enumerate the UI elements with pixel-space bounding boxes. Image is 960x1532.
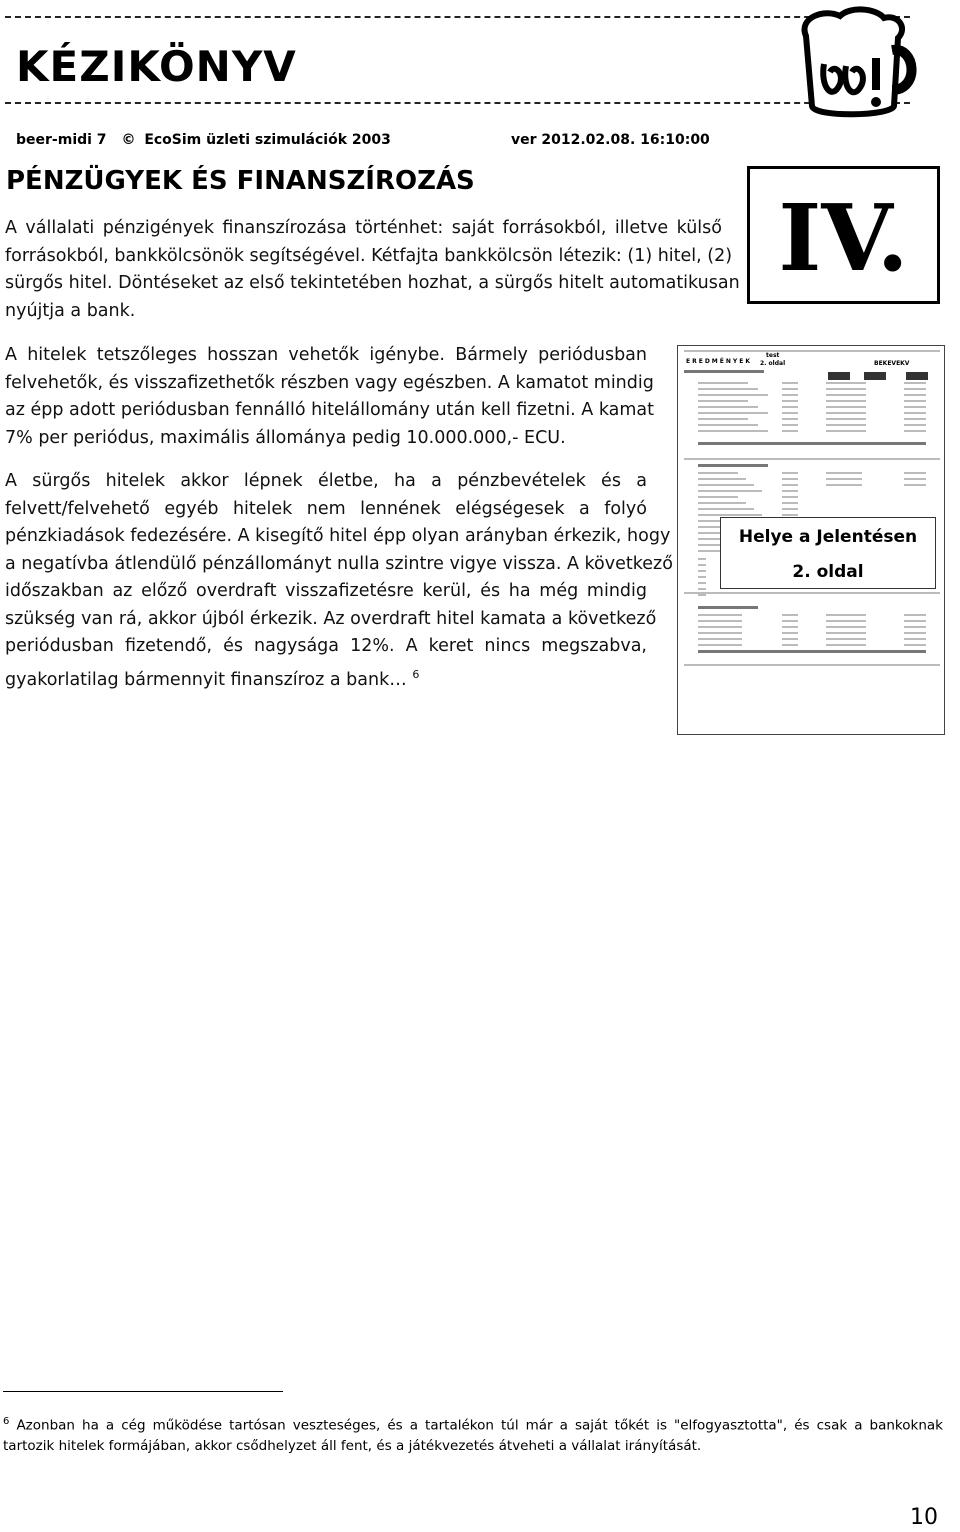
report-row-bar [698,644,742,646]
report-row-bar [826,484,862,486]
report-row-bar [684,458,940,460]
report-row-bar [904,626,926,628]
report-row-bar [904,400,926,402]
report-row-bar [684,664,940,666]
report-row-bar [782,430,798,432]
report-row-bar [698,484,754,486]
report-row-bar [826,430,866,432]
report-row-bar [782,644,798,646]
paragraph-line: periódusban fizetendő, és nagysága 12%. A keret nincs megszabva, [5,636,647,656]
paragraph-line: időszakban az előző overdraft visszafizetésre kerül, és ha még mindig [5,581,647,601]
report-row-bar [698,632,742,634]
report-row-bar [698,620,742,622]
paragraph-1 [5,215,740,325]
paragraph-line [5,661,647,689]
report-header-left: EREDMÉNYEK [686,358,752,365]
report-row-bar [904,406,926,408]
report-row-bar [826,638,866,640]
report-row-bar [698,388,758,390]
report-row-bar [698,594,706,596]
report-row-bar [698,606,758,609]
report-row-bar [684,370,764,373]
header-dashed-rule [5,102,910,104]
report-row-bar [906,372,928,380]
copyright-icon: © [121,132,136,148]
report-row-bar [904,418,926,420]
report-row-bar [782,400,798,402]
report-row-bar [904,412,926,414]
report-row-bar [904,638,926,640]
report-row-bar [782,502,798,504]
paragraph-line: A hitelek tetszőleges hosszan vehetők igénybe. Bármely periódusban [5,345,647,365]
report-row-bar [782,388,798,390]
report-row-bar [698,558,706,560]
report-row-bar [904,424,926,426]
report-row-bar [904,614,926,616]
report-row-bar [698,394,768,396]
report-row-bar [782,484,798,486]
product-name: beer-midi 7 [16,132,107,148]
beer-mug-icon [784,6,920,124]
section-title: PÉNZÜGYEK ÉS FINANSZÍROZÁS [6,166,475,196]
report-row-bar [904,472,926,474]
report-location-callout [720,517,936,589]
footnote-reference: 6 [412,667,420,681]
report-row-bar [904,382,926,384]
top-dashed-rule [5,16,910,18]
paragraph-line: sürgős hitel. Döntéseket az első tekintetében hozhat, a sürgős hitelt automatikusan [5,273,740,293]
paragraph-line: A vállalati pénzigények finanszírozása történhet: saját forrásokból, illetve külső [5,218,722,238]
paragraph-line: felvett/felvehető egyéb hitelek nem lennének elégségesek a folyó [5,498,647,519]
report-row-bar [782,514,798,516]
report-row-bar [698,570,706,572]
report-row-bar [782,490,798,492]
report-header-mid2: 2. oldal [760,360,786,367]
report-row-bar [782,394,798,396]
report-row-bar [826,418,866,420]
report-row-bar [904,478,926,480]
report-row-bar [698,496,738,498]
callout-line-1: Helye a Jelentésen [738,527,918,547]
report-row-bar [826,382,866,384]
report-row-bar [826,394,866,396]
report-row-bar [904,632,926,634]
report-row-bar [698,576,706,578]
report-row-bar [826,644,866,646]
report-row-bar [904,644,926,646]
paragraph-line: A sürgős hitelek akkor lépnek életbe, ha a pénzbevételek és a [5,471,647,491]
report-row-bar [826,424,866,426]
paragraph-2 [5,342,655,452]
report-row-bar [698,638,742,640]
report-row-bar [782,418,798,420]
report-row-bar [826,632,866,634]
report-row-bar [826,388,866,390]
paragraph-line: a negatívba átlendülő pénzállományt nulla szintre vigye vissza. A következő [5,553,673,574]
report-row-bar [782,472,798,474]
report-row-bar [698,650,926,653]
paragraph-line: pénzkiadások fedezésére. A kisegítő hitel épp olyan arányban érkezik, hogy [5,526,671,546]
report-row-bar [698,626,742,628]
report-row-bar [782,478,798,480]
report-row-bar [698,472,738,474]
manual-title: KÉZIKÖNYV [16,42,297,91]
publisher-name: EcoSim üzleti szimulációk 2003 [144,132,391,148]
report-row-bar [826,626,866,628]
paragraph-line: az épp adott periódusban fennálló hitelállomány után kell fizetni. A kamat [5,400,655,420]
report-row-bar [904,394,926,396]
report-row-bar [826,400,866,402]
footnote-line-2: tartozik hitelek formájában, akkor csődhelyzet áll fent, és a játékvezetés átveheti a vállalat irányítását. [3,1437,702,1454]
report-row-bar [698,400,748,402]
report-row-bar [826,478,862,480]
report-row-bar [782,424,798,426]
report-row-bar [782,614,798,616]
report-row-bar [698,614,742,616]
report-row-bar [698,514,762,516]
version-label: ver 2012.02.08. 16:10:00 [511,132,710,148]
paragraph-line-text: gyakorlatilag bármennyit finanszíroz a bank… [5,669,407,690]
report-row-bar [698,406,758,408]
report-row-bar [698,478,746,480]
report-header-mid: test [766,352,780,359]
report-row-bar [782,412,798,414]
report-row-bar [684,592,940,594]
report-row-bar [698,582,706,584]
footnote-line-1 [3,1412,943,1436]
report-header-right: BEKEVEKV [874,360,910,367]
paragraph-line: forrásokból, bankkölcsönök segítségével. Kétfajta bankkölcsön létezik: (1) hitel, (2) [5,245,733,266]
report-row-bar [826,412,866,414]
report-row-bar [826,472,862,474]
chapter-badge: IV. [747,166,940,304]
report-row-bar [698,418,748,420]
report-row-bar [684,350,940,352]
paragraph-line: 7% per periódus, maximális állománya pedig 10.000.000,- ECU. [5,427,566,448]
report-row-bar [782,638,798,640]
footnote-text-1: Azonban ha a cég működése tartósan veszteséges, és a tartalékon túl már a saját tőkét is "elfogyasztotta", és csak a bankoknak [16,1417,943,1434]
report-row-bar [782,508,798,510]
report-row-bar [826,614,866,616]
report-row-bar [698,430,768,432]
report-row-bar [782,496,798,498]
report-row-bar [782,382,798,384]
paragraph-line: nyújtja a bank. [5,300,136,321]
page-number: 10 [910,1505,938,1530]
report-row-bar [698,442,926,445]
report-row-bar [904,620,926,622]
report-row-bar [698,564,706,566]
report-row-bar [782,632,798,634]
report-row-bar [782,406,798,408]
report-row-bar [782,626,798,628]
report-row-bar [826,620,866,622]
report-row-bar [828,372,850,380]
report-row-bar [698,508,754,510]
report-row-bar [698,502,746,504]
footnote-marker: 6 [3,1416,10,1427]
paragraph-3 [5,468,673,690]
paragraph-line: felvehetők, és visszafizethetők részben vagy egészben. A kamatot mindig [5,372,654,393]
footnote [3,1412,943,1456]
report-row-bar [782,620,798,622]
report-row-bar [698,424,758,426]
report-row-bar [864,372,886,380]
report-row-bar [826,406,866,408]
report-row-bar [904,430,926,432]
callout-line-2: 2. oldal [792,562,864,582]
report-row-bar [698,588,706,590]
report-row-bar [698,412,768,414]
paragraph-line: szükség van rá, akkor újból érkezik. Az overdraft hitel kamata a következő [5,608,657,629]
report-row-bar [904,388,926,390]
report-row-bar [904,484,926,486]
report-row-bar [698,464,768,467]
report-row-bar [698,490,762,492]
footnote-rule [3,1391,283,1392]
report-row-bar [698,382,748,384]
